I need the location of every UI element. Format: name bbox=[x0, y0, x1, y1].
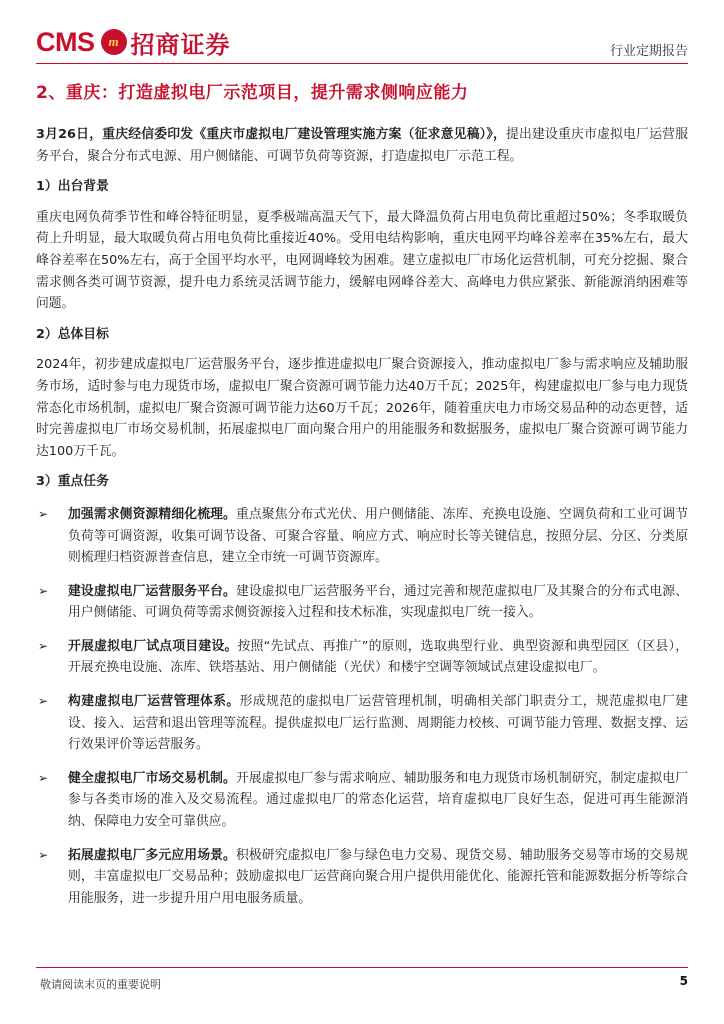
list-item bbox=[36, 636, 688, 679]
intro-text: 提出建设重庆市虚拟电厂运营服务平台，聚合分布式电源、用户侧储能、可调节负荷等资源，打造虚拟电厂示范工程。 bbox=[36, 127, 688, 164]
background-paragraph: 重庆电网负荷季节性和峰谷特征明显，夏季极端高温天气下，最大降温负荷占用电负荷比重超过50%；冬季取暖负荷上升明显，最大取暖负荷占用电负荷比重接近40%。受用电结构影响，重庆电网平均峰谷差率在35%左右，最大峰谷差率在50%左右，高于全国平均水平，电网调峰较为困难。建立虚拟电厂市场化运营机制，可充分挖掘、聚合需求侧各类可调节资源，提升电力系统灵活调节能力，缓解电网峰谷差大、高峰电力供应紧张、新能源消纳困难等问题。 bbox=[36, 209, 688, 312]
arrow-bullet-icon: ➢ bbox=[38, 770, 49, 785]
task-lead: 加强需求侧资源精细化梳理。 bbox=[68, 506, 236, 522]
logo-chinese: 招商证券 bbox=[130, 29, 231, 59]
task-lead: 开展虚拟电厂试点项目建设。 bbox=[68, 638, 238, 654]
page-number: 5 bbox=[679, 974, 688, 988]
page-header bbox=[36, 26, 688, 62]
cms-logo bbox=[36, 26, 231, 58]
task-text bbox=[68, 768, 688, 833]
goals-paragraph: 2024年，初步建成虚拟电厂运营服务平台，逐步推进虚拟电厂聚合资源接入，推动虚拟电厂参与需求响应及辅助服务市场，适时参与电力现货市场，虚拟电厂聚合资源可调节能力达40万千瓦；2025年，构建虚拟电厂参与电力现货常态化市场机制，虚拟电厂聚合资源可调节能力达60万千瓦；2026年，随着重庆电力市场交易品种的动态更替，适时完善虚拟电厂市场交易机制，拓展虚拟电厂面向聚合用户的用能服务和数据服务，虚拟电厂聚合资源可调节能力达100万千瓦。 bbox=[36, 357, 688, 459]
list-item bbox=[36, 691, 688, 756]
task-text bbox=[68, 691, 688, 756]
task-body: 形成规范的虚拟电厂运营管理机制，明确相关部门职责分工，规范虚拟电厂建设、接入、运营和退出管理等流程。提供虚拟电厂运行监测、周期能力校核、可调节能力管理、数据支撑、运行效果评价等运营服务。 bbox=[68, 694, 689, 753]
arrow-bullet-icon: ➢ bbox=[38, 847, 49, 862]
intro-paragraph bbox=[36, 124, 688, 167]
task-lead: 健全虚拟电厂市场交易机制。 bbox=[68, 770, 236, 786]
arrow-bullet-icon: ➢ bbox=[38, 694, 49, 709]
section-title: 2、重庆：打造虚拟电厂示范项目，提升需求侧响应能力 bbox=[36, 83, 469, 103]
task-text bbox=[68, 581, 688, 624]
task-body: 开展虚拟电厂参与需求响应、辅助服务和电力现货市场机制研究，制定虚拟电厂参与各类市场的准入及交易流程。通过虚拟电厂的常态化运营，培育虚拟电厂良好生态，促进可再生能源消纳、保障电力安全可靠供应。 bbox=[68, 770, 689, 830]
header-divider bbox=[36, 63, 688, 64]
task-list bbox=[36, 504, 688, 910]
disclaimer-note: 敬请阅读末页的重要说明 bbox=[40, 978, 161, 991]
task-lead: 构建虚拟电厂运营管理体系。 bbox=[68, 694, 240, 710]
intro-lead: 3月26日，重庆经信委印发《重庆市虚拟电厂建设管理实施方案（征求意见稿）》， bbox=[36, 127, 506, 142]
task-text bbox=[68, 845, 688, 910]
task-text bbox=[68, 504, 688, 569]
tasks-heading: 3）重点任务 bbox=[36, 474, 109, 490]
arrow-bullet-icon: ➢ bbox=[38, 638, 49, 653]
arrow-bullet-icon: ➢ bbox=[38, 583, 49, 598]
list-item bbox=[36, 768, 688, 833]
list-item bbox=[36, 845, 688, 910]
task-body: 重点聚焦分布式光伏、用户侧储能、冻库、充换电设施、空调负荷和工业可调节负荷等可调资源，收集可调节设备、可聚合容量、响应方式、响应时长等关键信息，按照分层、分区、分类原则梳理归档资源普查信息，建立全市统一可调节资源库。 bbox=[68, 506, 689, 566]
footer-divider bbox=[36, 967, 688, 968]
list-item bbox=[36, 581, 688, 624]
goals-heading: 2）总体目标 bbox=[36, 326, 109, 342]
logo-latin: CMS bbox=[36, 26, 95, 57]
task-body: 按照“先试点、再推广”的原则，选取典型行业、典型资源和典型园区（区县），开展充换电设施、冻库、铁塔基站、用户侧储能（光伏）和楼宇空调等领域试点建设虚拟电厂。 bbox=[68, 638, 689, 676]
report-type-label: 行业定期报告 bbox=[609, 44, 688, 59]
main-content bbox=[36, 124, 688, 921]
list-item bbox=[36, 504, 688, 569]
task-body: 建设虚拟电厂运营服务平台，通过完善和规范虚拟电厂及其聚合的分布式电源、用户侧储能、可调负荷等需求侧资源接入过程和技术标准，实现虚拟电厂统一接入。 bbox=[68, 583, 689, 621]
task-body: 积极研究虚拟电厂参与绿色电力交易、现货交易、辅助服务交易等市场的交易规则，丰富虚拟电厂交易品种；鼓励虚拟电厂运营商向聚合用户提供用能优化、能源托管和能源数据分析等综合用能服务，进一步提升用户用电服务质量。 bbox=[68, 847, 689, 906]
task-text bbox=[68, 636, 688, 679]
task-lead: 拓展虚拟电厂多元应用场景。 bbox=[68, 847, 236, 863]
arrow-bullet-icon: ➢ bbox=[38, 506, 49, 521]
logo-seal-icon bbox=[101, 29, 127, 55]
task-lead: 建设虚拟电厂运营服务平台。 bbox=[68, 583, 236, 599]
background-heading: 1）出台背景 bbox=[36, 179, 109, 195]
logo-seal-mark: m bbox=[108, 34, 119, 49]
